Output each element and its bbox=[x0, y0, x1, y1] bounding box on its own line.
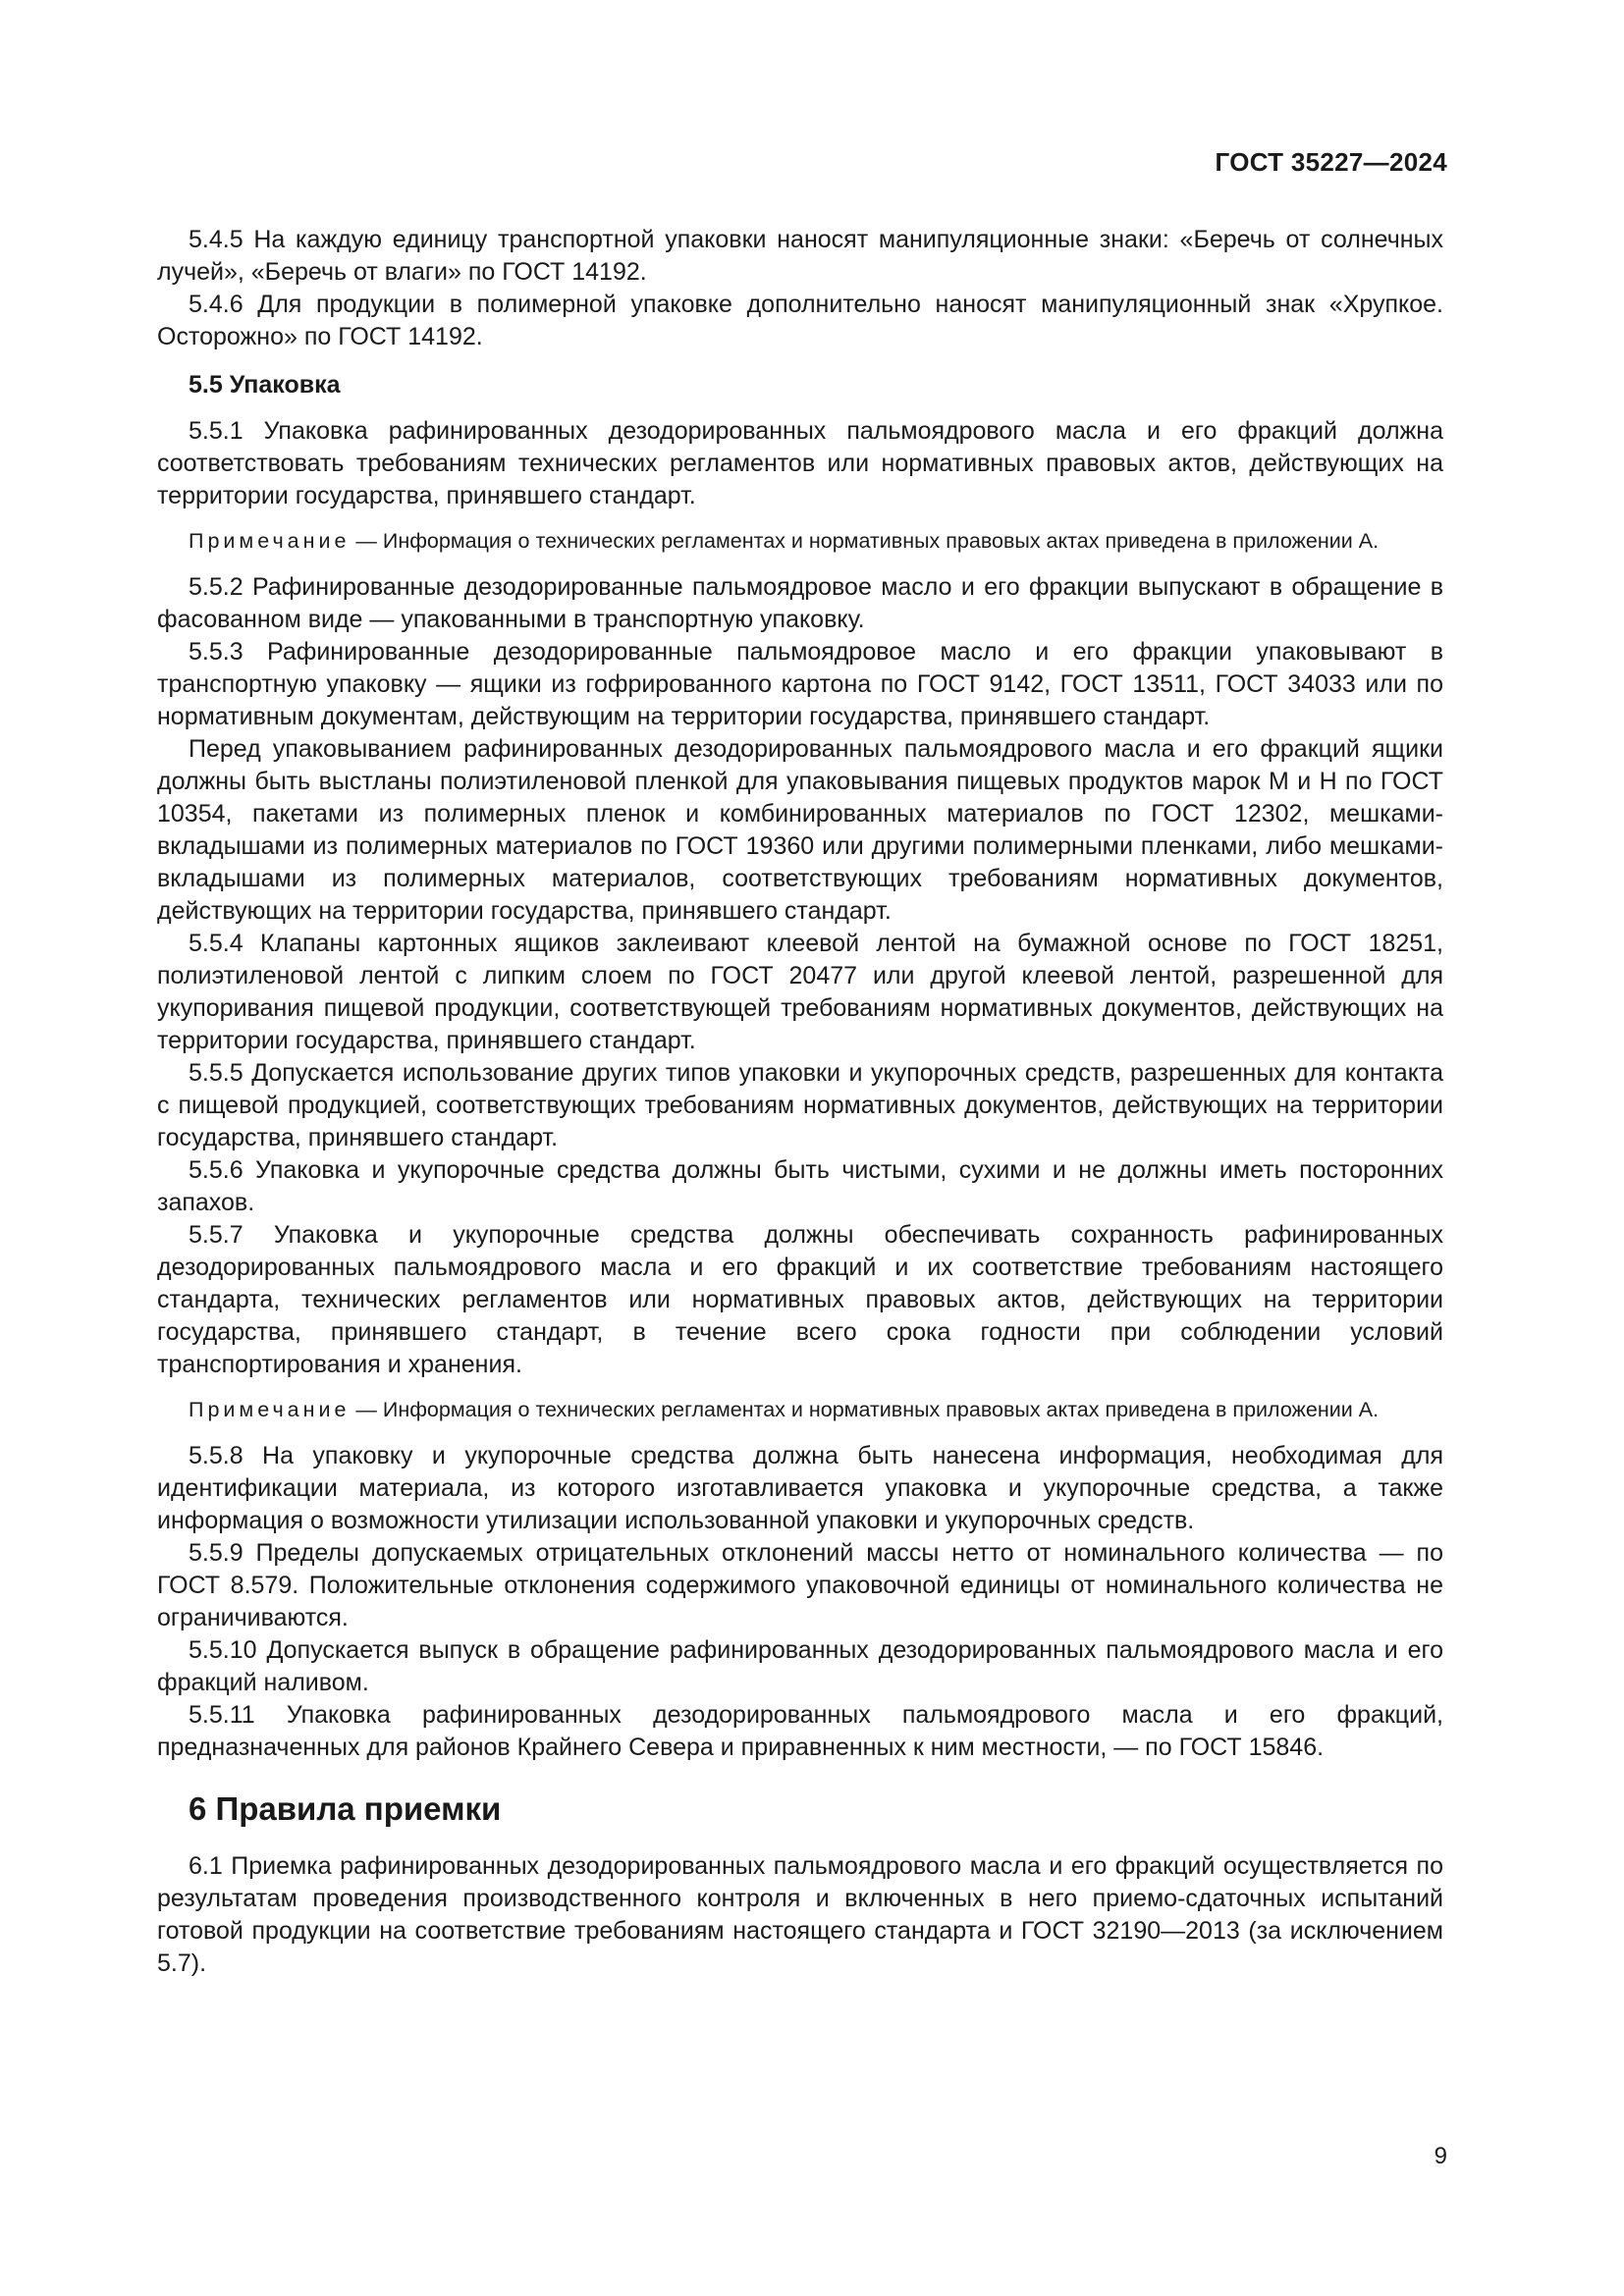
paragraph-5-5-1: 5.5.1 Упаковка рафинированных дезодорированных пальмоядрового масла и его фракций должна соответствовать требованиям технических регламентов или нормативных правовых актов, действующих на территории государства, принявшего стандарт. bbox=[157, 417, 1443, 509]
document-body bbox=[157, 224, 1443, 1980]
document-code: ГОСТ 35227—2024 bbox=[1215, 147, 1447, 177]
note-label: Примечание bbox=[189, 529, 351, 553]
paragraph-6-1: 6.1 Приемка рафинированных дезодорированных пальмоядрового масла и его фракций осуществляется по результатам проведения производственного контроля и включенных в него приемо-сдаточных испытаний готовой продукции на соответствие требованиям настоящего стандарта и ГОСТ 32190—2013 (за исключением 5.7). bbox=[157, 1852, 1443, 1977]
paragraph-5-5-2: 5.5.2 Рафинированные дезодорированные пальмоядровое масло и его фракции выпускают в обращение в фасованном виде — упакованными в транспортную упаковку. bbox=[157, 573, 1443, 633]
paragraph-5-5-10: 5.5.10 Допускается выпуск в обращение рафинированных дезодорированных пальмоядрового масла и его фракций наливом. bbox=[157, 1636, 1443, 1696]
paragraph-5-5-3-continued: Перед упаковыванием рафинированных дезодорированных пальмоядрового масла и его фракций ящики должны быть выстланы полиэтиленовой пленкой для упаковывания пищевых продуктов марок М и Н по ГОСТ 10354, пакетами из полимерных пленок и комбинированных материалов по ГОСТ 12302, мешками-вкладышами из полимерных материалов по ГОСТ 19360 или другими полимерными пленками, либо мешками-вкладышами из полимерных материалов, соответствующих требованиям нормативных документов, действующих на территории государства, принявшего стандарт. bbox=[157, 735, 1443, 925]
page-number: 9 bbox=[1434, 2143, 1447, 2169]
section-heading-6: 6 Правила приемки bbox=[189, 1790, 502, 1827]
paragraph-5-4-6: 5.4.6 Для продукции в полимерной упаковке дополнительно наносят манипуляционный знак «Хрупкое. Осторожно» по ГОСТ 14192. bbox=[157, 291, 1443, 350]
paragraph-5-4-5: 5.4.5 На каждую единицу транспортной упаковки наносят манипуляционные знаки: «Беречь от солнечных лучей», «Беречь от влаги» по ГОСТ 14192. bbox=[157, 226, 1443, 286]
paragraph-5-5-8: 5.5.8 На упаковку и укупорочные средства должна быть нанесена информация, необходимая для идентификации материала, из которого изготавливается упаковка и укупорочные средства, а также информация о возможности утилизации использованной упаковки и укупорочных средств. bbox=[157, 1442, 1443, 1534]
subsection-heading-5-5: 5.5 Упаковка bbox=[189, 371, 341, 399]
paragraph-5-5-6: 5.5.6 Упаковка и укупорочные средства должны быть чистыми, сухими и не должны иметь посторонних запахов. bbox=[157, 1156, 1443, 1216]
paragraph-5-5-11: 5.5.11 Упаковка рафинированных дезодорированных пальмоядрового масла и его фракций, предназначенных для районов Крайнего Севера и приравненных к ним местности, — по ГОСТ 15846. bbox=[157, 1701, 1443, 1761]
paragraph-5-5-5: 5.5.5 Допускается использование других типов упаковки и укупорочных средств, разрешенных для контакта с пищевой продукцией, соответствующих требованиям нормативных документов, действующих на территории государства, принявшего стандарт. bbox=[157, 1059, 1443, 1151]
paragraph-5-5-3: 5.5.3 Рафинированные дезодорированные пальмоядровое масло и его фракции упаковывают в транспортную упаковку — ящики из гофрированного картона по ГОСТ 9142, ГОСТ 13511, ГОСТ 34033 или по нормативным документам, действующим на территории государства, принявшего стандарт. bbox=[157, 638, 1443, 730]
paragraph-5-5-9: 5.5.9 Пределы допускаемых отрицательных отклонений массы нетто от номинального количества — по ГОСТ 8.579. Положительные отклонения содержимого упаковочной единицы от номинального количества не ограничиваются. bbox=[157, 1539, 1443, 1631]
paragraph-5-5-7: 5.5.7 Упаковка и укупорочные средства должны обеспечивать сохранность рафинированных дезодорированных пальмоядрового масла и его фракций и их соответствие требованиям настоящего стандарта, технических регламентов или нормативных правовых актов, действующих на территории государства, принявшего стандарт, в течение всего срока годности при соблюдении условий транспортирования и хранения. bbox=[157, 1221, 1443, 1378]
note-2 bbox=[157, 1395, 1443, 1424]
note-text: — Информация о технических регламентах и нормативных правовых актах приведена в приложении А. bbox=[350, 1398, 1380, 1421]
note-text: — Информация о технических регламентах и нормативных правовых актах приведена в приложении А. bbox=[350, 529, 1380, 553]
paragraph-5-5-4: 5.5.4 Клапаны картонных ящиков заклеивают клеевой лентой на бумажной основе по ГОСТ 18251, полиэтиленовой лентой с липким слоем по ГОСТ 20477 или другой клеевой лентой, разрешенной для укупоривания пищевой продукции, соответствующей требованиям нормативных документов, действующих на территории государства, принявшего стандарт. bbox=[157, 930, 1443, 1054]
note-1 bbox=[157, 526, 1443, 556]
note-label: Примечание bbox=[189, 1398, 351, 1421]
